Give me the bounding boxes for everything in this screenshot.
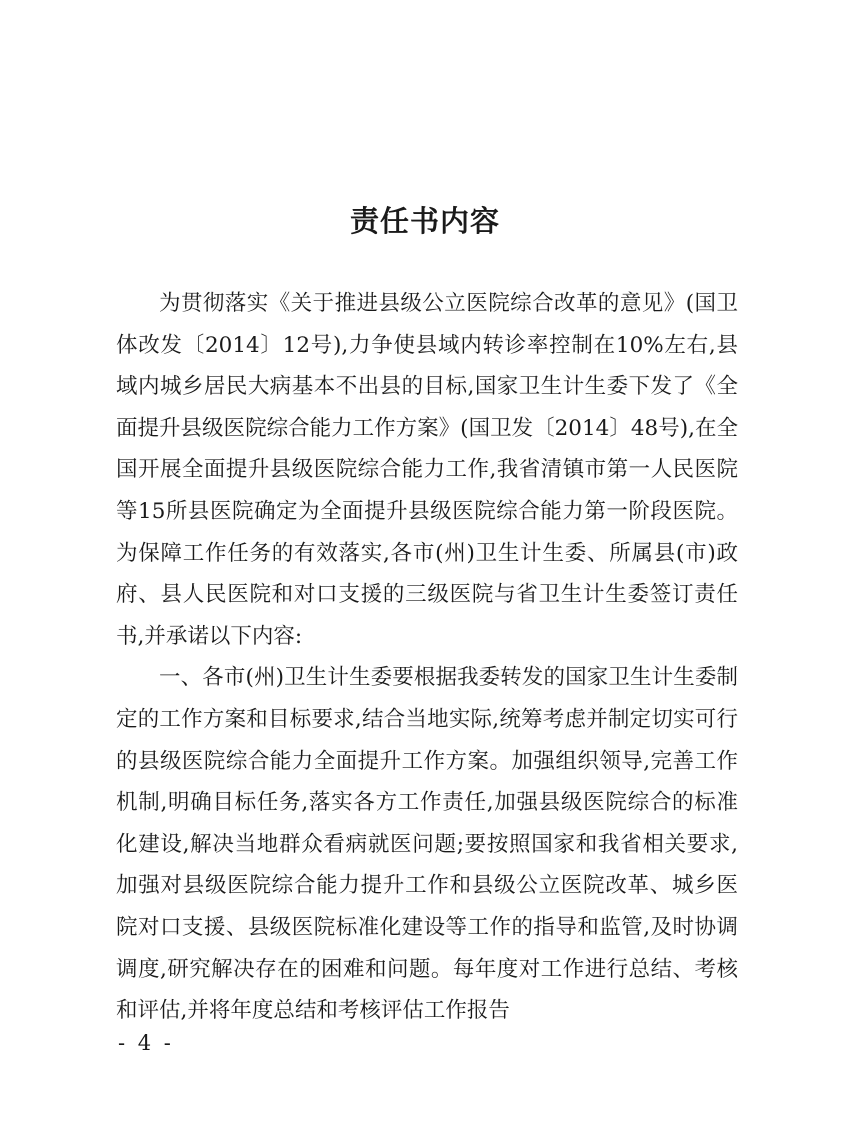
page-title: 责任书内容	[349, 204, 500, 238]
document-body	[116, 283, 738, 1032]
paragraph-intro: 为贯彻落实《关于推进县级公立医院综合改革的意见》(国卫体改发〔2014〕12号),力争使县域内转诊率控制在10%左右,县域内城乡居民大病基本不出县的目标,国家卫生计生委下发了《全面提升县级医院综合能力工作方案》(国卫发〔2014〕48号),在全国开展全面提升县级医院综合能力工作,我省清镇市第一人民医院等15所县医院确定为全面提升县级医院综合能力第一阶段医院。为保障工作任务的有效落实,各市(州)卫生计生委、所属县(市)政府、县人民医院和对口支援的三级医院与省卫生计生委签订责任书,并承诺以下内容:	[116, 291, 738, 649]
page-number: - 4 -	[118, 1031, 174, 1055]
paragraph-item-1: 一、各市(州)卫生计生委要根据我委转发的国家卫生计生委制定的工作方案和目标要求,结合当地实际,统筹考虑并制定切实可行的县级医院综合能力全面提升工作方案。加强组织领导,完善工作机制,明确目标任务,落实各方工作责任,加强县级医院综合的标准化建设,解决当地群众看病就医问题;要按照国家和我省相关要求,加强对县级医院综合能力提升工作和县级公立医院改革、城乡医院对口支援、县级医院标准化建设等工作的指导和监管,及时协调调度,研究解决存在的困难和问题。每年度对工作进行总结、考核和评估,并将年度总结和考核评估工作报告	[116, 665, 738, 1024]
